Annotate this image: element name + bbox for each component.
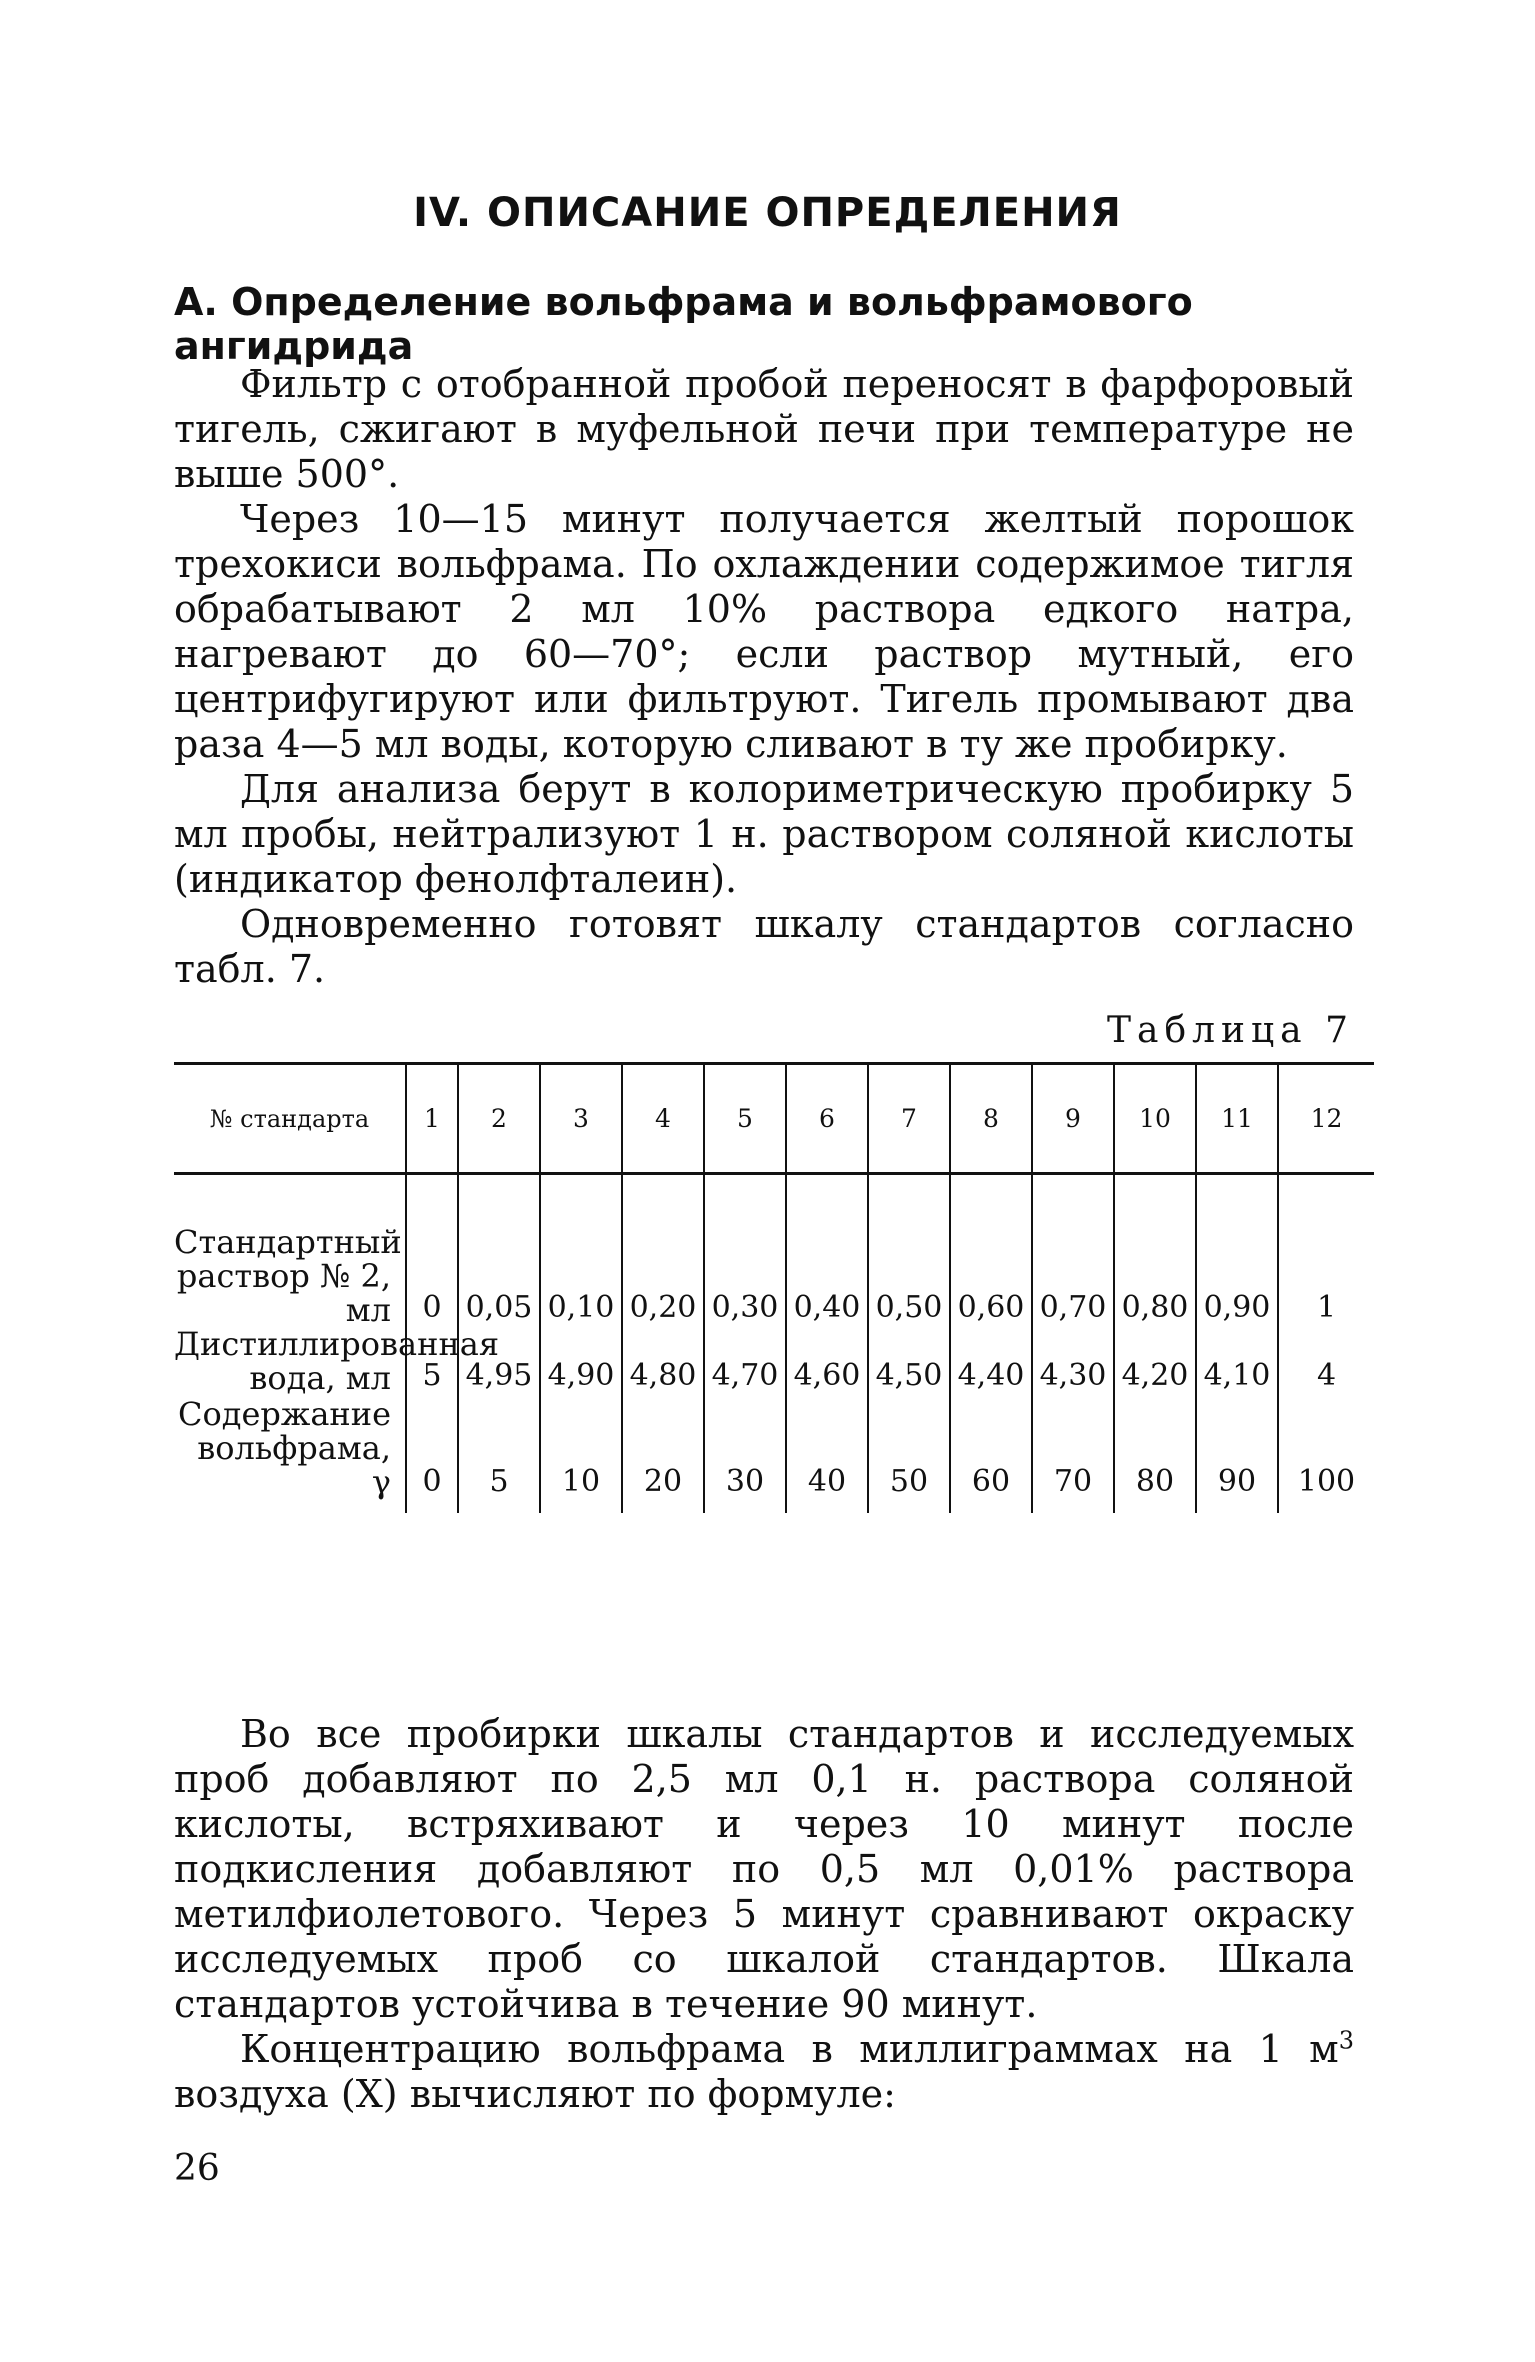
table-row [174, 1395, 1374, 1513]
table-cell: 4,70 [704, 1327, 786, 1395]
column-header: 10 [1114, 1064, 1196, 1174]
table-cell: 4,80 [622, 1327, 704, 1395]
table-cell: 5 [458, 1395, 540, 1513]
table-cell: 100 [1278, 1395, 1374, 1513]
table-cell: 0,10 [540, 1174, 622, 1328]
paragraph: Через 10—15 минут получается желтый порошок трехокиси вольфрама. По охлаждении содержимое тигля обрабатывают 2 мл 10% раствора едкого натра, нагревают до 60—70°; если раствор мутный, его центрифугируют или фильтруют. Тигель промывают два раза 4—5 мл воды, которую сливают в ту же пробирку. [174, 497, 1354, 766]
formula-intro-text-end: воздуха (X) вычисляют по формуле: [174, 2072, 896, 2116]
table-cell: 0,05 [458, 1174, 540, 1328]
table-cell: 4,20 [1114, 1327, 1196, 1395]
standards-table [174, 1062, 1374, 1513]
table-cell: 4 [1278, 1327, 1374, 1395]
table-cell: 90 [1196, 1395, 1278, 1513]
table-cell: 4,30 [1032, 1327, 1114, 1395]
table-header-row [174, 1064, 1374, 1174]
table-cell: 4,90 [540, 1327, 622, 1395]
table-cell: 4,95 [458, 1327, 540, 1395]
table-cell: 4,50 [868, 1327, 950, 1395]
table-cell: 0,20 [622, 1174, 704, 1328]
table-cell: 20 [622, 1395, 704, 1513]
table-cell: 0,90 [1196, 1174, 1278, 1328]
table-cell: 60 [950, 1395, 1032, 1513]
table-cell: 10 [540, 1395, 622, 1513]
table-cell: 0 [406, 1395, 458, 1513]
table-cell: 4,10 [1196, 1327, 1278, 1395]
subsection-title: А. Определение вольфрама и вольфрамового ангидрида [174, 280, 1193, 368]
table-cell: 40 [786, 1395, 868, 1513]
table-cell: 30 [704, 1395, 786, 1513]
column-header: 11 [1196, 1064, 1278, 1174]
table-row [174, 1327, 1374, 1395]
column-header: 1 [406, 1064, 458, 1174]
table-caption: Таблица 7 [1107, 1010, 1354, 1051]
paragraph: Фильтр с отобранной пробой переносят в фарфоровый тигель, сжигают в муфельной печи при температуре не выше 500°. [174, 362, 1354, 496]
table-cell: 0,30 [704, 1174, 786, 1328]
paragraph: Для анализа берут в колориметрическую пробирку 5 мл пробы, нейтрализуют 1 н. раствором соляной кислоты (индикатор фенолфталеин). [174, 767, 1354, 901]
table-cell: 0,50 [868, 1174, 950, 1328]
section-title: IV. ОПИСАНИЕ ОПРЕДЕЛЕНИЯ [413, 190, 1122, 236]
column-header: 2 [458, 1064, 540, 1174]
formula-intro [174, 2027, 1354, 2117]
table-cell: 0,70 [1032, 1174, 1114, 1328]
column-header: 12 [1278, 1064, 1374, 1174]
table-cell: 0,80 [1114, 1174, 1196, 1328]
table-cell: 0,40 [786, 1174, 868, 1328]
table-cell: 0,60 [950, 1174, 1032, 1328]
column-header: 3 [540, 1064, 622, 1174]
row-label: Содержание вольфрама, γ [178, 1395, 391, 1501]
column-header: 7 [868, 1064, 950, 1174]
table-cell: 70 [1032, 1395, 1114, 1513]
column-header: 8 [950, 1064, 1032, 1174]
page-number: 26 [174, 2148, 220, 2189]
table-cell: 80 [1114, 1395, 1196, 1513]
column-header: 5 [704, 1064, 786, 1174]
body-text-bottom [174, 1712, 1354, 2117]
body-text-top [174, 362, 1354, 992]
row-label: Стандартный раствор № 2, мл [174, 1223, 402, 1329]
table-row [174, 1174, 1374, 1328]
column-header: 6 [786, 1064, 868, 1174]
paragraph: Во все пробирки шкалы стандартов и исследуемых проб добавляют по 2,5 мл 0,1 н. раствора соляной кислоты, встряхивают и через 10 минут после подкисления добавляют по 0,5 мл 0,01% раствора метилфиолетового. Через 5 минут сравнивают окраску исследуемых проб со шкалой стандартов. Шкала стандартов устойчива в течение 90 минут. [174, 1712, 1354, 2026]
header-label: № стандарта [174, 1064, 406, 1174]
table-cell: 5 [406, 1327, 458, 1395]
column-header: 9 [1032, 1064, 1114, 1174]
table-cell: 50 [868, 1395, 950, 1513]
table-cell: 4,60 [786, 1327, 868, 1395]
column-header: 4 [622, 1064, 704, 1174]
superscript: 3 [1338, 2026, 1354, 2055]
formula-intro-text: Концентрацию вольфрама в миллиграммах на 1 м [240, 2027, 1339, 2071]
table-cell: 0 [406, 1174, 458, 1328]
paragraph: Одновременно готовят шкалу стандартов согласно табл. 7. [174, 902, 1354, 991]
table-cell: 1 [1278, 1174, 1374, 1328]
table-cell: 4,40 [950, 1327, 1032, 1395]
row-label: Дистиллированная вода, мл [174, 1325, 500, 1397]
